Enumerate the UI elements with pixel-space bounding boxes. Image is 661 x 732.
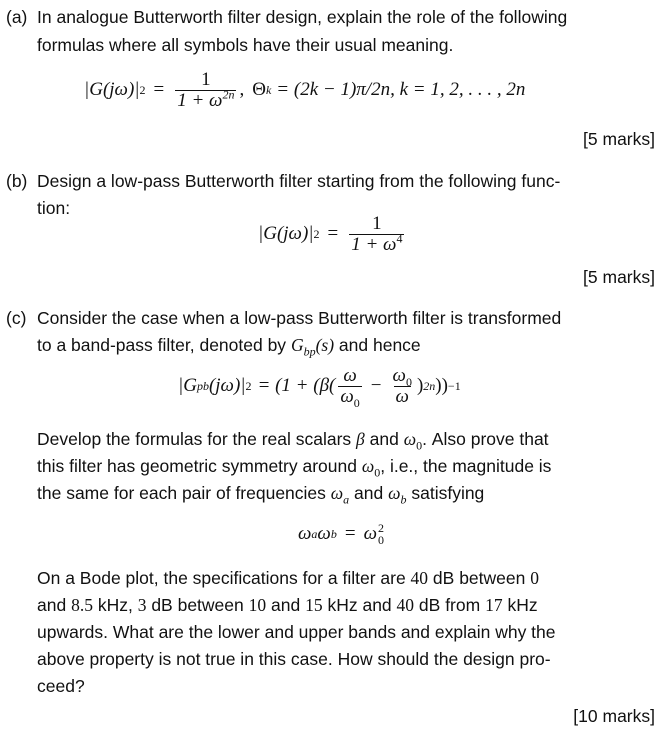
eq-a-den-exp: 2n — [222, 87, 235, 102]
p2-l2-c: and — [271, 595, 301, 615]
p1-l1-beta: β — [356, 429, 365, 449]
eq2-wb: ω — [317, 523, 331, 544]
eq-c-f1-den-sub: 0 — [353, 395, 360, 410]
p1-l3-wb-sub: b — [400, 492, 407, 507]
p1-l3-wb: ω — [388, 483, 401, 503]
eq-c-f1-num: ω — [343, 364, 357, 386]
eq2-sub: 0 — [377, 533, 384, 547]
p2-l2-v2: 3 — [137, 595, 147, 615]
eq-c-close2: )) — [435, 375, 448, 396]
part-c-equation-2: ω a ω b = ω 2 0 — [298, 521, 384, 547]
eq-c-f1-den: ω — [340, 385, 354, 407]
p2-l1-v2: 0 — [530, 568, 539, 588]
part-c-equation-1: |G pb (jω)| 2 = (1 + (β( $\frac{\omega}{\omega_0}$ − $\frac{\omega_0}{\omega}$ ) 2n )) −1 — [178, 364, 461, 410]
part-c-g: G — [290, 335, 304, 355]
part-b-line-1: Design a low-pass Butterworth filter starting from the following func- — [37, 171, 561, 191]
part-b-label: (b) — [6, 171, 28, 191]
part-c-para2-line-2 — [37, 594, 538, 616]
p1-l3-pre: the same for each pair of frequencies — [37, 483, 326, 503]
eq-c-close: ) — [416, 375, 424, 396]
part-a-label: (a) — [6, 7, 28, 27]
eq-b-lhs: |G(jω)| — [258, 223, 314, 244]
p2-l2-f: kHz — [507, 595, 538, 615]
eq-c-lhs: |G — [178, 375, 197, 396]
part-c-marks: [10 marks] — [573, 706, 655, 726]
eq2-w0: ω — [363, 523, 377, 544]
part-b-marks: [5 marks] — [583, 267, 655, 287]
eq-c-f2-den: ω — [395, 385, 409, 407]
part-c-para2-line-1 — [37, 567, 539, 589]
part-c-para1-line-3 — [37, 482, 485, 507]
part-c-para2-line-4: above property is not true in this case. How should the design pro- — [37, 649, 551, 669]
part-c-para2-line-3: upwards. What are the lower and upper bands and explain why the — [37, 622, 556, 642]
p2-l2-d: kHz and — [327, 595, 392, 615]
p2-l2-v4: 15 — [305, 595, 323, 615]
eq-b-fraction — [349, 214, 404, 255]
p2-l1-v1: 40 — [410, 568, 429, 588]
p1-l2-pre: this filter has geometric symmetry around — [37, 456, 357, 476]
eq2-wa: ω — [298, 523, 312, 544]
eq-a-denominator: 1 + ω — [177, 89, 223, 111]
part-c-g-args: (s) — [315, 335, 335, 355]
eq-c-fraction-2 — [391, 366, 414, 407]
part-a-line-1: In analogue Butterworth filter design, explain the role of the following — [37, 7, 568, 27]
p1-l3-mid: and — [354, 483, 384, 503]
eq-a-lhs: |G(jω)| — [84, 79, 140, 100]
part-c-line-2 — [37, 334, 421, 359]
p2-l2-v1: 8.5 — [71, 595, 93, 615]
eq2-exp: 2 — [377, 521, 384, 535]
eq-c-minus: − — [370, 375, 382, 396]
eq-c-mid: = (1 + (β( — [257, 375, 336, 396]
p1-l3-wa: ω — [330, 483, 344, 503]
part-c-line-1: Consider the case when a low-pass Butterworth filter is transformed — [37, 308, 562, 328]
p2-l1-mid: dB between — [432, 568, 526, 588]
p1-l1-w0: ω — [403, 429, 417, 449]
part-c-g-sub: bp — [303, 344, 316, 359]
part-a-marks: [5 marks] — [583, 129, 655, 149]
p2-l2-v3: 10 — [248, 595, 267, 615]
part-b-line-2: tion: — [37, 198, 71, 218]
eq-b-equals: = — [327, 223, 339, 244]
p2-l2-v5: 40 — [396, 595, 415, 615]
eq-a-sep: , — [239, 79, 245, 100]
p1-l1-w0-sub: 0 — [416, 438, 423, 453]
eq-c-f2-num-sub: 0 — [405, 374, 412, 389]
part-c-para2-line-5: ceed? — [37, 676, 85, 696]
p2-l2-pre: and — [37, 595, 67, 615]
p2-l2-v6: 17 — [485, 595, 503, 615]
p1-l2-post: , i.e., the magnitude is — [380, 456, 552, 476]
part-c-line-2-pre: to a band-pass filter, denoted by — [37, 335, 287, 355]
part-c-line-2-post: and hence — [338, 335, 421, 355]
eq-a-equals: = — [153, 79, 165, 100]
eq-c-f2-num: ω — [392, 364, 406, 386]
eq-a-theta: Θ — [252, 79, 266, 100]
p1-l1-mid: and — [369, 429, 399, 449]
eq2-equals: = — [344, 523, 356, 544]
p1-l1-post: . Also prove that — [422, 429, 549, 449]
eq-b-denominator: 1 + ω — [351, 233, 397, 255]
p1-l2-w0: ω — [361, 456, 375, 476]
p1-l2-w0-sub: 0 — [374, 465, 381, 480]
p1-l3-wa-sub: a — [343, 492, 350, 507]
eq-c-fraction-1 — [338, 364, 361, 410]
part-a-equation: |G(jω)| 2 = $\frac{1}{1 + \omega^{2n}}$ , Θ k = (2k − 1)π/2n, k = 1, 2, . . . , 2n — [84, 68, 526, 111]
eq-a-fraction — [175, 70, 236, 111]
part-a-line-2: formulas where all symbols have their usual meaning. — [37, 35, 454, 55]
part-c-label: (c) — [6, 308, 27, 328]
eq-a-numerator: 1 — [201, 68, 211, 90]
eq-c-lhs-tail: (jω)| — [208, 375, 246, 396]
p2-l1-pre: On a Bode plot, the specifications for a filter are — [37, 568, 406, 588]
p2-l2-e: dB from — [418, 595, 481, 615]
p1-l3-post: satisfying — [411, 483, 485, 503]
part-c-para1-line-2 — [37, 455, 552, 480]
eq-b-numerator: 1 — [372, 212, 382, 234]
part-b-equation: |G(jω)| 2 = $\frac{1}{1 + \omega^4}$ — [258, 212, 403, 255]
eq-b-den-exp: 4 — [396, 231, 403, 246]
p2-l2-a: kHz, — [97, 595, 133, 615]
p2-l2-b: dB between — [151, 595, 244, 615]
part-c-para1-line-1 — [37, 428, 549, 453]
p1-l1-pre: Develop the formulas for the real scalars — [37, 429, 352, 449]
eq-a-theta-rhs: = (2k − 1)π/2n, k = 1, 2, . . . , 2n — [276, 79, 526, 100]
